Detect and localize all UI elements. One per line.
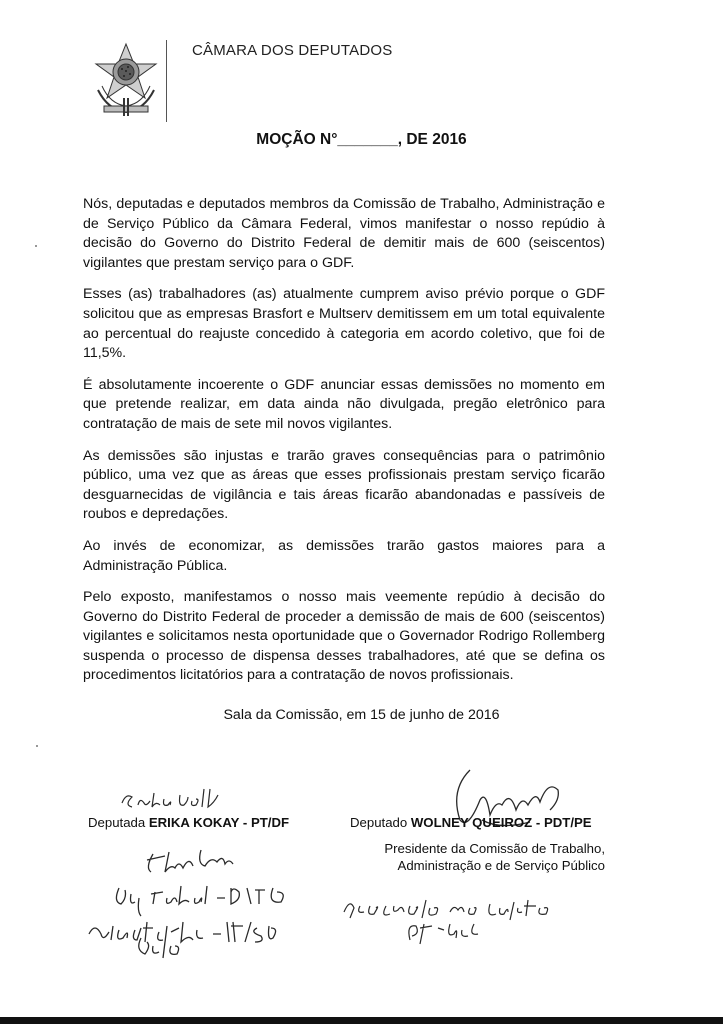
- document-body: [83, 195, 605, 698]
- place-date: Sala da Comissão, em 15 de junho de 2016: [223, 707, 500, 723]
- handwritten-notes-right: [340, 878, 620, 948]
- signature-right-role: Presidente da Comissão de Trabalho, Administração e de Serviço Público: [384, 841, 605, 873]
- paragraph-3: É absolutamente incoerente o GDF anunciar essas demissões no momento em que pretende realizar, em data ainda não divulgada, pregão eletrônico para contratação de mais de sete mil novos vigilantes.: [83, 376, 605, 432]
- scan-speck: [36, 745, 38, 747]
- scan-border-bottom: [0, 1017, 723, 1024]
- handwritten-signature-erika: [118, 785, 228, 813]
- signature-left-name: Deputada ERIKA KOKAY - PT/DF: [88, 815, 290, 830]
- signature-right-name: Deputado WOLNEY QUEIROZ - PDT/PE: [350, 815, 592, 830]
- paragraph-5: Ao invés de economizar, as demissões trarão gastos maiores para a Administração Pública.: [83, 537, 605, 574]
- institution-name: CÂMARA DOS DEPUTADOS: [192, 42, 393, 59]
- scan-speck: [35, 245, 37, 247]
- paragraph-4: As demissões são injustas e trarão graves consequências para o patrimônio público, uma vez que as áreas que esses profissionais prestam serviço ficarão desguarnecidas de vigilância e tais áreas ficarão abandonadas e passíveis de roubos e depredações.: [83, 447, 605, 523]
- paragraph-1: Nós, deputadas e deputados membros da Comissão de Trabalho, Administração e de Serviço Público da Câmara Federal, vimos manifestar o nosso repúdio à decisão do Governo do Distrito Federal de demitir mais de 600 (seiscentos) vigilantes que prestam serviço para o GDF.: [83, 196, 605, 271]
- header-divider: [166, 40, 167, 122]
- document-title: MOÇÃO N°_______, DE 2016: [256, 131, 467, 148]
- paragraph-2: Esses (as) trabalhadores (as) atualmente cumprem aviso prévio porque o GDF solicitou que as empresas Brasfort e Multserv demitissem em um total equivalente ao percentual do reajuste concedido à categoria em acordo coletivo, que foi de 11,5%.: [83, 286, 605, 362]
- handwritten-notes-left: [85, 842, 325, 960]
- coat-of-arms-icon: [88, 40, 164, 120]
- paragraph-6: Pelo exposto, manifestamos o nosso mais veemente repúdio à decisão do Governo do Distrito Federal de proceder a demissão de mais de 600 (seiscentos) vigilantes e solicitamos nesta oportunidade que o Governador Rodrigo Rollemberg suspenda o processo de dispensa desses trabalhadores, até que se defina os procedimentos licitatórios para a contratação de novos profissionais.: [83, 589, 605, 684]
